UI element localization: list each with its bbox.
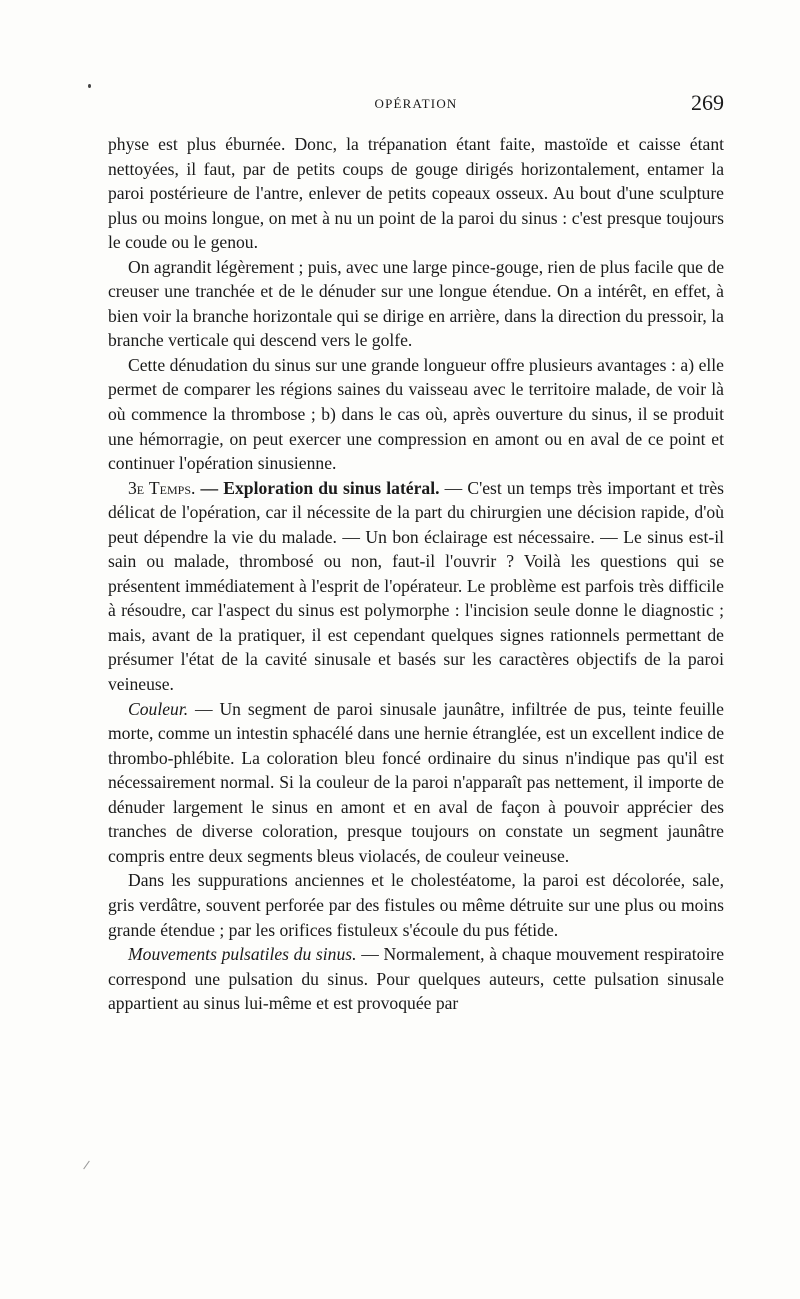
paragraph-exploration <box>108 476 724 697</box>
paragraph-mouvements <box>108 942 724 1016</box>
paragraph: Cette dénudation du sinus sur une grande longueur offre plusieurs avantages : a) elle permet de comparer les régions saines du vaisseau avec le territoire malade, de voir là où commence la thrombose ; b) dans le cas où, après ouverture du sinus, il se produit une hémorragie, on peut exercer une compression en amont ou en aval de ce point et continuer l'opération sinusienne. <box>108 354 724 474</box>
page-number: 269 <box>691 90 724 115</box>
paragraph-text: — Normalement, à chaque mouvement respiratoire correspond une pulsation du sinus. Pour quelques auteurs, cette pulsation sinusale appartient au sinus lui-même et est provoquée par <box>108 944 725 1014</box>
paragraph-couleur <box>108 697 724 869</box>
section-label: 3e Temps. <box>128 477 196 498</box>
paragraph: On agrandit légèrement ; puis, avec une large pince-gouge, rien de plus facile que de creuser une tranchée et de le dénuder sur une longue étendue. On a intérêt, en effet, à bien voir la branche horizontale qui se dirige en arrière, dans la direction du pressoir, la branche verticale qui descend vers le golfe. <box>108 256 724 351</box>
page-header <box>108 92 724 122</box>
section-title: — Exploration du sinus latéral. <box>200 477 440 498</box>
running-head: OPÉRATION <box>374 96 458 111</box>
paragraph: Dans les suppurations anciennes et le cholestéatome, la paroi est décolorée, sale, gris verdâtre, souvent perforée par des fistules ou même détruite sur une plus ou moins grande étendue ; par les orifices fistuleux s'écoule du pus fétide. <box>108 870 724 940</box>
ink-speck <box>88 84 91 88</box>
subsection-label: Couleur. <box>128 698 189 719</box>
paragraph-text: — Un segment de paroi sinusale jaunâtre, infiltrée de pus, teinte feuille morte, comme un intestin sphacélé dans une hernie étranglée, est un excellent indice de thrombo-phlébite. La coloration bleu foncé ordinaire du sinus n'indique pas qu'il est nécessairement normal. Si la couleur de la paroi n'apparaît pas nettement, il importe de dénuder largement le sinus en amont et en aval de façon à pouvoir apprécier des tranches de diverse coloration, presque toujours on constate un segment jaunâtre compris entre deux segments bleus violacés, de couleur veineuse. <box>108 698 724 866</box>
subsection-label: Mouvements pulsatiles du sinus. <box>128 944 357 965</box>
body-text <box>108 132 724 1016</box>
paragraph-continuation: physe est plus éburnée. Donc, la trépanation étant faite, mastoïde et caisse étant nettoyées, il faut, par de petits coups de gouge dirigés horizontalement, entamer la paroi postérieure de l'antre, enlever de petits copeaux osseux. Au bout d'une sculpture plus ou moins longue, on met à nu un point de la paroi du sinus : c'est presque toujours le coude ou le genou. <box>108 134 724 253</box>
ink-speck <box>83 1161 90 1170</box>
paragraph-text: — C'est un temps très important et très délicat de l'opération, car il nécessite de la part du chirurgien une décision rapide, d'où peut dépendre la vie du malade. — Un bon éclairage est nécessaire. — Le sinus est-il sain ou malade, thrombosé ou non, faut-il l'ouvrir ? Voilà les questions qui se présentent immédiatement à l'esprit de l'opérateur. Le problème est parfois très difficile à résoudre, car l'aspect du sinus est polymorphe : l'incision seule donne le diagnostic ; mais, avant de la pratiquer, il est cependant quelques signes rationnels permettant de présumer l'état de la cavité sinusale et basés sur les caractères objectifs de la paroi veineuse. <box>108 477 724 695</box>
